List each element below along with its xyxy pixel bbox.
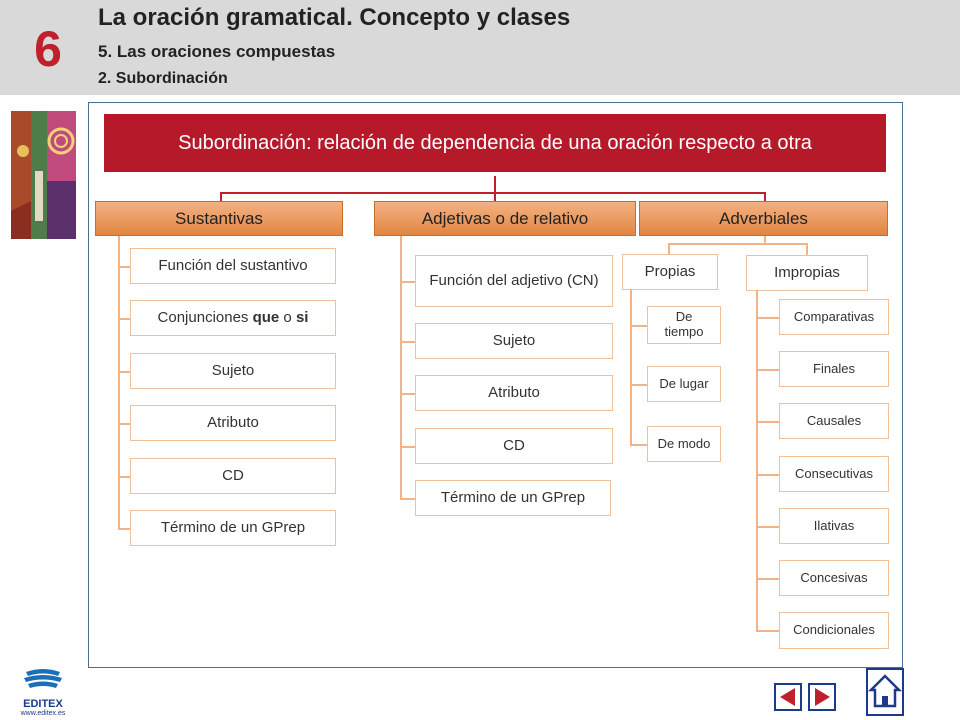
connector-line [400,446,415,448]
connector-line [400,236,402,500]
connector-line [630,444,647,446]
node-impropias-consecutivas: Consecutivas [779,456,889,492]
decorative-artwork-image [11,111,76,239]
node-adjetivas-gprep: Término de un GPrep [415,480,611,516]
connector-line [494,176,496,193]
node-sustantivas-atributo: Atributo [130,405,336,441]
category-adjetivas: Adjetivas o de relativo [374,201,636,236]
chapter-number: 6 [34,21,62,77]
conjunction-o: o [279,309,296,327]
node-propias-lugar: De lugar [647,366,721,402]
connector-line [220,192,765,194]
connector-line [118,476,130,478]
connector-line [756,421,779,423]
node-propias-tiempo: De tiempo [647,306,721,344]
node-propias-modo: De modo [647,426,721,462]
node-adjetivas-cd: CD [415,428,613,464]
conjunction-si: si [295,309,309,327]
connector-line [806,243,808,255]
connector-line [756,317,779,319]
next-button[interactable] [808,683,836,711]
node-sustantivas-sujeto: Sujeto [130,353,336,389]
editex-logo-text: EDITEX [23,698,63,710]
connector-line [118,423,130,425]
section-title: 5. Las oraciones compuestas [98,42,336,61]
home-icon [868,670,902,714]
node-adjetivas-atributo: Atributo [415,375,613,411]
category-sustantivas: Sustantivas [95,201,343,236]
connector-line [756,526,779,528]
node-propias: Propias [622,254,718,290]
connector-line [118,236,120,530]
editex-logo [14,668,72,717]
node-sustantivas-funcion: Función del sustantivo [130,248,336,284]
home-button[interactable] [866,668,904,716]
conjunciones-text: Conjunciones [157,309,253,327]
node-impropias-comparativas: Comparativas [779,299,889,335]
node-impropias-causales: Causales [779,403,889,439]
page-title: La oración gramatical. Concepto y clases [98,4,571,31]
node-impropias: Impropias [746,255,868,291]
connector-line [630,325,647,327]
node-impropias-concesivas: Concesivas [779,560,889,596]
editex-logo-mark [14,668,72,694]
connector-line [756,578,779,580]
connector-line [118,371,130,373]
node-sustantivas-cd: CD [130,458,336,494]
connector-line [756,291,758,632]
next-arrow-icon [810,685,834,709]
header-bar [0,0,960,95]
connector-line [756,369,779,371]
node-sustantivas-conjunciones [130,300,336,336]
connector-line [630,384,647,386]
connector-line [118,318,130,320]
connector-line [400,498,415,500]
connector-line [400,393,415,395]
conjunction-que: que [252,309,280,327]
node-impropias-ilativas: Ilativas [779,508,889,544]
node-sustantivas-gprep: Término de un GPrep [130,510,336,546]
root-node: Subordinación: relación de dependencia de una oración respecto a otra [104,114,886,172]
connector-line [756,630,779,632]
connector-line [118,528,130,530]
editex-logo-url: www.editex.es [20,710,66,717]
connector-line [400,281,415,283]
connector-line [630,290,632,446]
connector-line [668,243,808,245]
node-impropias-condicionales: Condicionales [779,612,889,649]
subsection-title: 2. Subordinación [98,70,228,87]
node-adjetivas-sujeto: Sujeto [415,323,613,359]
node-adjetivas-funcion: Función del adjetivo (CN) [415,255,613,307]
prev-arrow-icon [776,685,800,709]
category-adverbiales: Adverbiales [639,201,888,236]
connector-line [118,266,130,268]
prev-button[interactable] [774,683,802,711]
connector-line [400,341,415,343]
connector-line [756,474,779,476]
node-impropias-finales: Finales [779,351,889,387]
